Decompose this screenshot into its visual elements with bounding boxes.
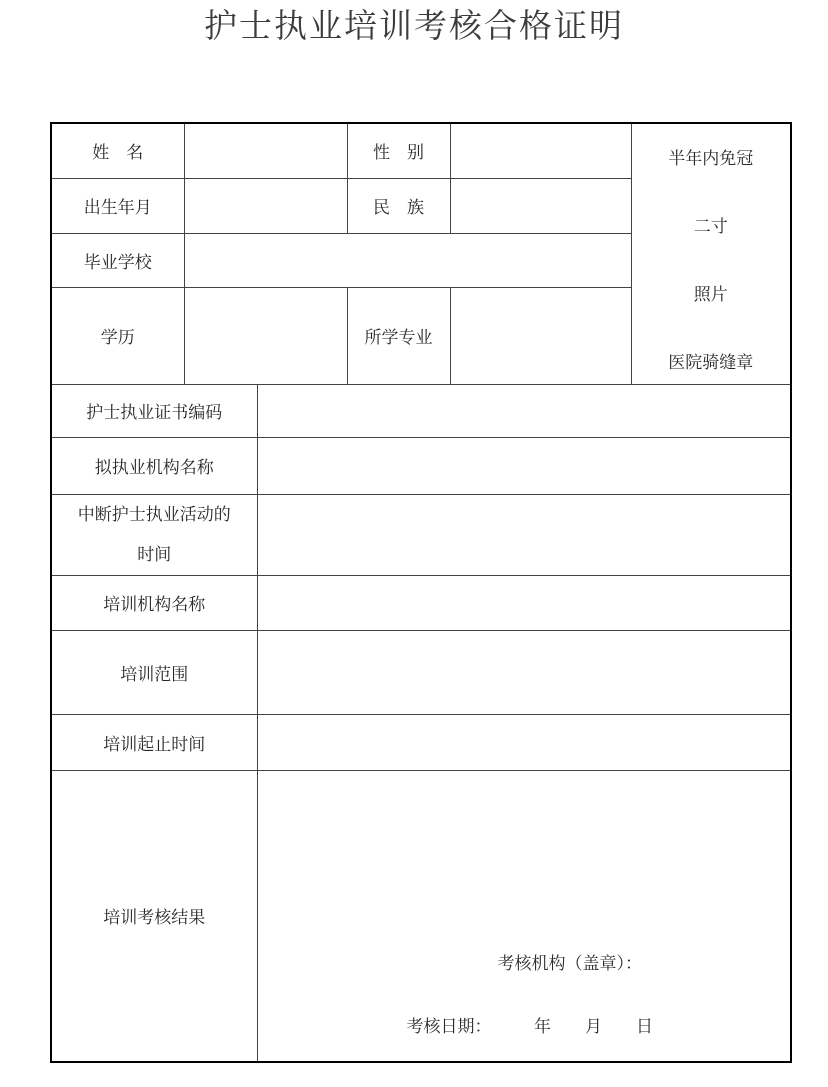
gender-label: 性 别 [347,123,450,178]
ethnicity-label: 民 族 [347,178,450,233]
page-title: 护士执业培训考核合格证明 [204,6,624,45]
name-label: 姓 名 [51,123,184,178]
photo-note-line-3: 照片 [693,284,728,305]
photo-placeholder [632,126,791,382]
major-label: 所学专业 [347,287,450,384]
birth-date-value-cell[interactable] [184,178,347,233]
intended-practice-org-value-cell[interactable] [257,437,791,494]
training-org-value-cell[interactable] [257,575,791,630]
assessment-org-seal-line: 考核机构（盖章）： [497,953,642,974]
intended-practice-org-label: 拟执业机构名称 [51,437,257,494]
education-label: 学历 [51,287,184,384]
training-org-label: 培训机构名称 [51,575,257,630]
photo-note-line-1: 半年内免冠 [668,148,754,169]
training-result-label: 培训考核结果 [51,770,257,1062]
nurse-license-no-label: 护士执业证书编码 [51,384,257,437]
assessment-footer [258,771,791,1061]
nurse-license-no-value-cell[interactable] [257,384,791,437]
practice-interruption-time-label: 中断护士执业活动的时间 [77,504,231,565]
training-period-label: 培训起止时间 [51,714,257,770]
name-value-cell[interactable] [184,123,347,178]
training-period-value-cell[interactable] [257,714,791,770]
gender-value-cell[interactable] [450,123,631,178]
ethnicity-value-cell[interactable] [450,178,631,233]
education-value-cell[interactable] [184,287,347,384]
training-scope-label: 培训范围 [51,630,257,714]
certificate-form-table [50,122,792,1063]
assessment-date-line: 考核日期： 年 月 日 [406,1016,653,1037]
practice-interruption-time-label-cell [51,494,257,575]
birth-date-label: 出生年月 [51,178,184,233]
practice-interruption-time-value-cell[interactable] [257,494,791,575]
training-scope-value-cell[interactable] [257,630,791,714]
training-result-value-cell[interactable] [257,770,791,1062]
photo-area-cell [631,123,791,384]
photo-note-line-4: 医院骑缝章 [668,352,754,373]
graduate-school-label: 毕业学校 [51,233,184,287]
major-value-cell[interactable] [450,287,631,384]
graduate-school-value-cell[interactable] [184,233,631,287]
photo-note-line-2: 二寸 [693,216,728,237]
